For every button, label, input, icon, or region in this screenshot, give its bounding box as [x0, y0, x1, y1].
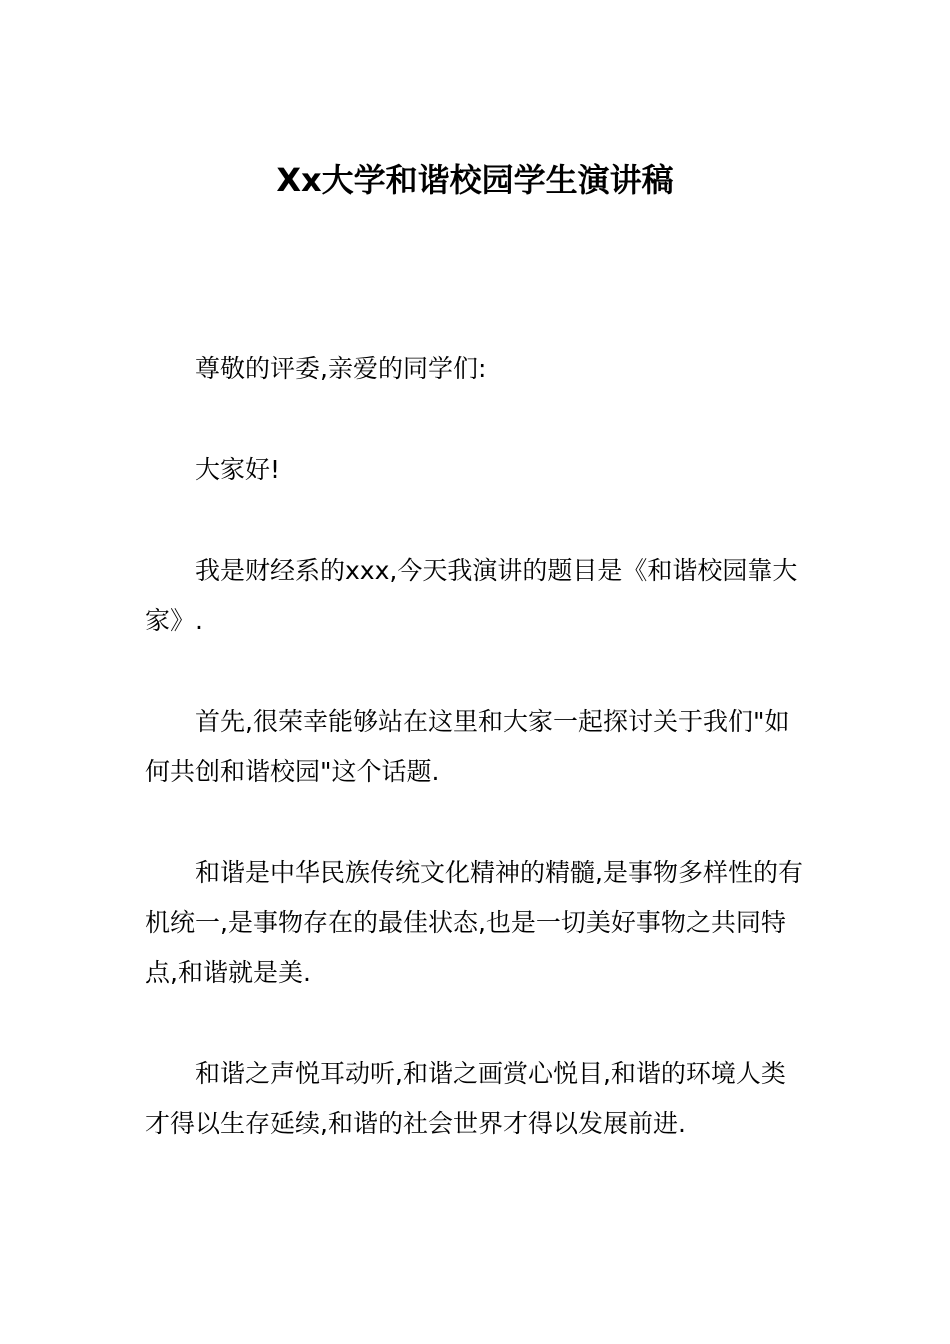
- introduction-paragraph: 我是财经系的xxx,今天我演讲的题目是《和谐校园靠大家》.: [145, 556, 798, 635]
- harmony-benefits-paragraph: 和谐之声悦耳动听,和谐之画赏心悦目,和谐的环境人类才得以生存延续,和谐的社会世界才得以发展前进.: [145, 1059, 786, 1138]
- document-title: Xx大学和谐校园学生演讲稿: [276, 161, 674, 199]
- document-body: [145, 344, 810, 1200]
- salutation-paragraph: 尊敬的评委,亲爱的同学们:: [195, 354, 487, 383]
- greeting-paragraph: 大家好!: [195, 455, 281, 484]
- harmony-definition-paragraph: 和谐是中华民族传统文化精神的精髓,是事物多样性的有机统一,是事物存在的最佳状态,也是一切美好事物之共同特点,和谐就是美.: [145, 858, 803, 987]
- topic-paragraph: 首先,很荣幸能够站在这里和大家一起探讨关于我们"如何共创和谐校园"这个话题.: [145, 707, 790, 786]
